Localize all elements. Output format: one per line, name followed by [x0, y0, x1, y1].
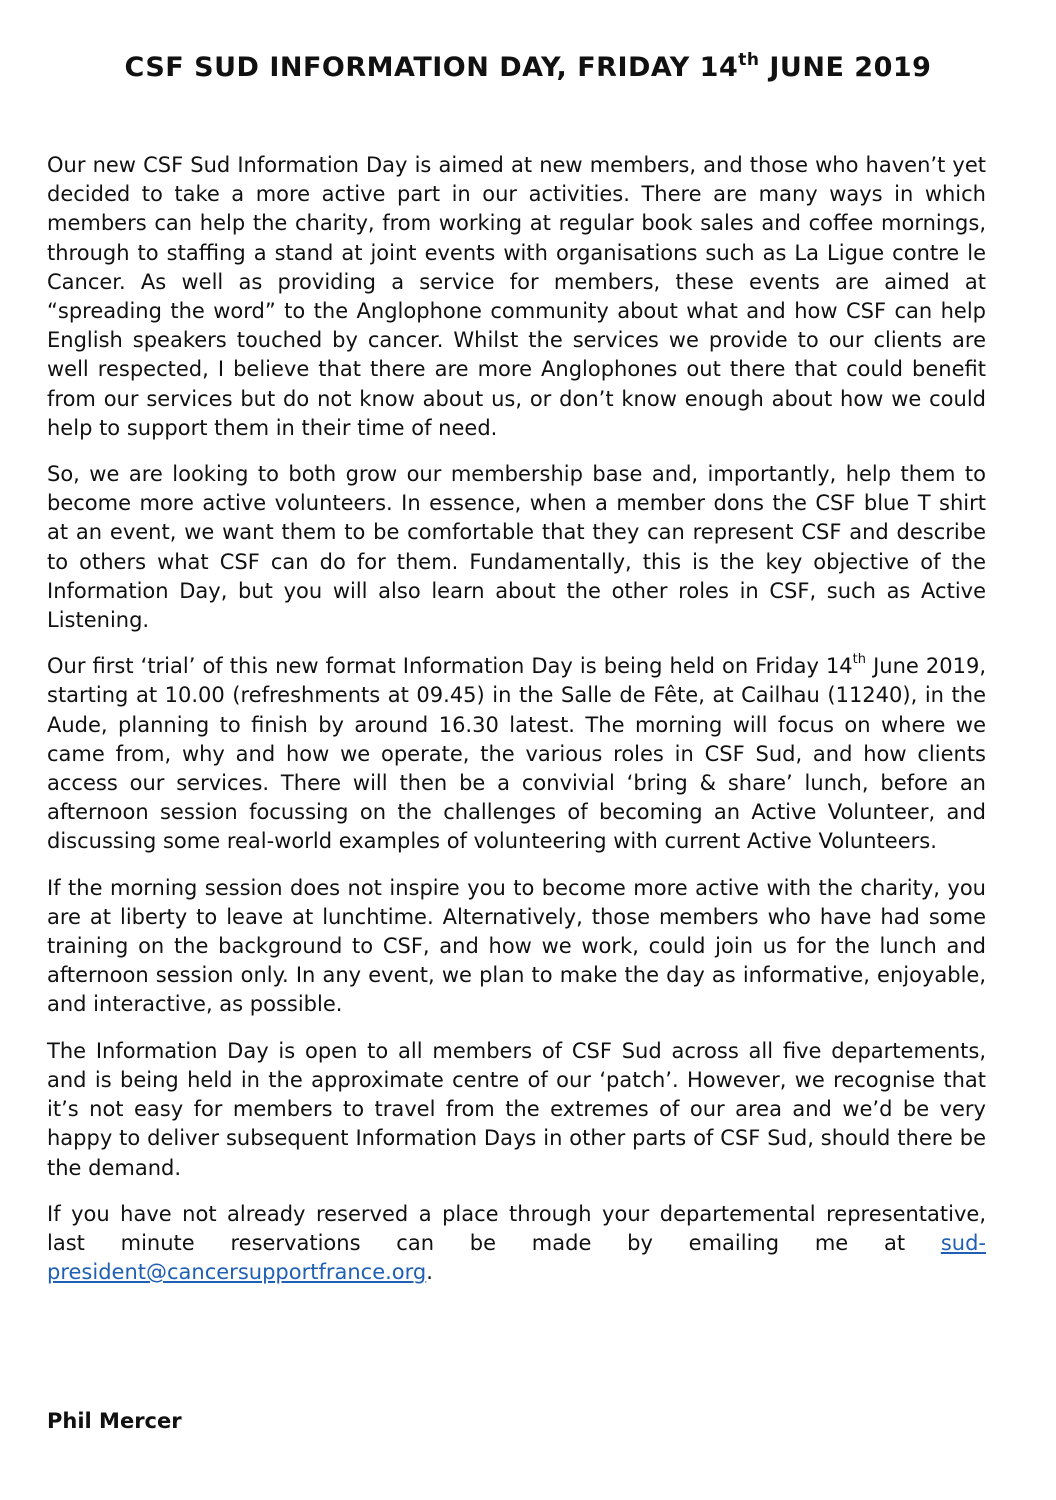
paragraph-event-details-start: Our first ‘trial’ of this new format Information Day is being held on Friday 14: [47, 654, 853, 679]
title-superscript: th: [738, 50, 760, 70]
paragraph-attendance: If the morning session does not inspire you to become more active with the charity, you are at liberty to leave at lunchtime. Alternatively, those members who have had some training on the background to CSF, and how we work, could join us for the lunch and afternoon session only. In any event, we plan to make the day as informative, enjoyable, and interactive, as possible.: [47, 875, 986, 1017]
paragraph-reservations-text: If you have not already reserved a place through your departemental representative, last minute reservations can be made by emailing me at: [47, 1201, 986, 1255]
paragraph-membership: So, we are looking to both grow our membership base and, importantly, help them to become more active volunteers. In essence, when a member dons the CSF blue T shirt at an event, we want them to be comfortable that they can represent CSF and describe to others what CSF can do for them. Fundamentally, this is the key objective of the Information Day, but you will also learn about the other roles in CSF, such as Active Listening.: [47, 462, 986, 633]
letter-body: [47, 151, 986, 1304]
page-title: [0, 52, 1056, 83]
email-link[interactable]: sud-president@cancersupportfrance.org: [47, 1230, 986, 1285]
paragraph-event-details: [47, 652, 986, 856]
paragraph-reservations-end: .: [426, 1260, 433, 1285]
paragraph-intro: Our new CSF Sud Information Day is aimed at new members, and those who haven’t yet decided to take a more active part in our activities. There are many ways in which members can help the charity, from working at regular book sales and coffee mornings, through to staffing a stand at joint events with organisations such as La Ligue contre le Cancer. As well as providing a service for members, these events are aimed at “spreading the word” to the Anglophone community about what and how CSF can help English speakers touched by cancer. Whilst the services we provide to our clients are well respected, I believe that there are more Anglophones out there that could benefit from our services but do not know about us, or don’t know enough about how we could help to support them in their time of need.: [47, 153, 986, 440]
paragraph-eligibility: The Information Day is open to all members of CSF Sud across all five departements, and is being held in the approximate centre of our ‘patch’. However, we recognise that it’s not easy for members to travel from the extremes of our area and we’d be very happy to deliver subsequent Information Days in other parts of CSF Sud, should there be the demand.: [47, 1038, 986, 1180]
title-tail: JUNE 2019: [759, 52, 932, 83]
date-superscript: th: [852, 652, 867, 668]
paragraph-reservations: [47, 1200, 986, 1288]
title-main: CSF SUD INFORMATION DAY, FRIDAY 14: [124, 52, 739, 83]
paragraph-event-details-rest: June 2019, starting at 10.00 (refreshments at 09.45) in the Salle de Fête, at Cailhau (11240), in the Aude, planning to finish by around 16.30 latest. The morning will focus on where we came from, why and how we operate, the various roles in CSF Sud, and how clients access our services. There will then be a convivial ‘bring & share’ lunch, before an afternoon session focussing on the challenges of becoming an Active Volunteer, and discussing some real-world examples of volunteering with current Active Volunteers.: [47, 654, 986, 854]
signature: Phil Mercer: [47, 1409, 182, 1433]
